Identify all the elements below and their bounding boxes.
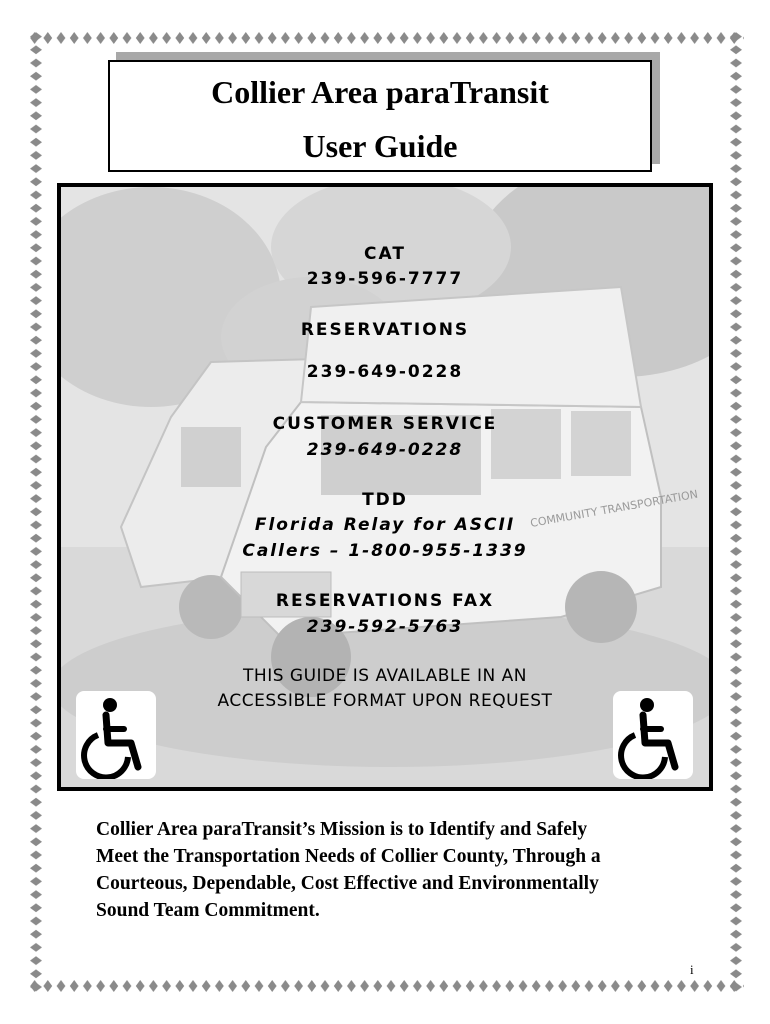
fax-phone: 239-592-5763 bbox=[306, 617, 464, 637]
reservations-phone: 239-649-0228 bbox=[306, 362, 464, 382]
van-side-text: COMMUNITY TRANSPORTATION bbox=[529, 487, 699, 530]
mission-line-3: Courteous, Dependable, Cost Effective and Environmentally bbox=[96, 873, 599, 894]
mission-line-4: Sound Team Commitment. bbox=[96, 900, 320, 921]
diamond-pattern bbox=[28, 30, 744, 46]
diamond-pattern bbox=[728, 30, 744, 994]
tdd-line-2: Callers – 1-800-955-1339 bbox=[242, 541, 528, 561]
tdd-line-1: Florida Relay for ASCII bbox=[254, 515, 516, 535]
reservations-label: RESERVATIONS bbox=[300, 320, 470, 340]
page-number: i bbox=[690, 962, 694, 977]
cat-phone: 239-596-7777 bbox=[306, 269, 464, 289]
title-box bbox=[108, 60, 652, 172]
title-line-1: Collier Area paraTransit bbox=[211, 74, 549, 110]
diamond-border-left bbox=[28, 30, 44, 994]
diamond-pattern bbox=[28, 30, 44, 994]
mission-statement bbox=[96, 816, 696, 924]
cat-label: CAT bbox=[364, 244, 406, 264]
accessible-line-1: THIS GUIDE IS AVAILABLE IN AN bbox=[243, 666, 527, 686]
diamond-border-right bbox=[728, 30, 744, 994]
wheelchair-icon bbox=[76, 691, 156, 779]
title-line-2: User Guide bbox=[302, 128, 458, 164]
mission-line-2: Meet the Transportation Needs of Collier County, Through a bbox=[96, 846, 601, 867]
customer-service-label: CUSTOMER SERVICE bbox=[272, 414, 498, 434]
diamond-border-top bbox=[28, 30, 744, 46]
diamond-border-bottom bbox=[28, 978, 744, 994]
wheelchair-icon bbox=[613, 691, 693, 779]
mission-line-1: Collier Area paraTransit’s Mission is to Identify and Safely bbox=[96, 819, 588, 840]
accessible-line-2: ACCESSIBLE FORMAT UPON REQUEST bbox=[217, 691, 553, 711]
fax-label: RESERVATIONS FAX bbox=[275, 591, 495, 611]
cover-photo-panel bbox=[57, 183, 713, 791]
tdd-label: TDD bbox=[362, 490, 408, 510]
diamond-pattern bbox=[28, 978, 744, 994]
customer-service-phone: 239-649-0228 bbox=[306, 440, 464, 460]
